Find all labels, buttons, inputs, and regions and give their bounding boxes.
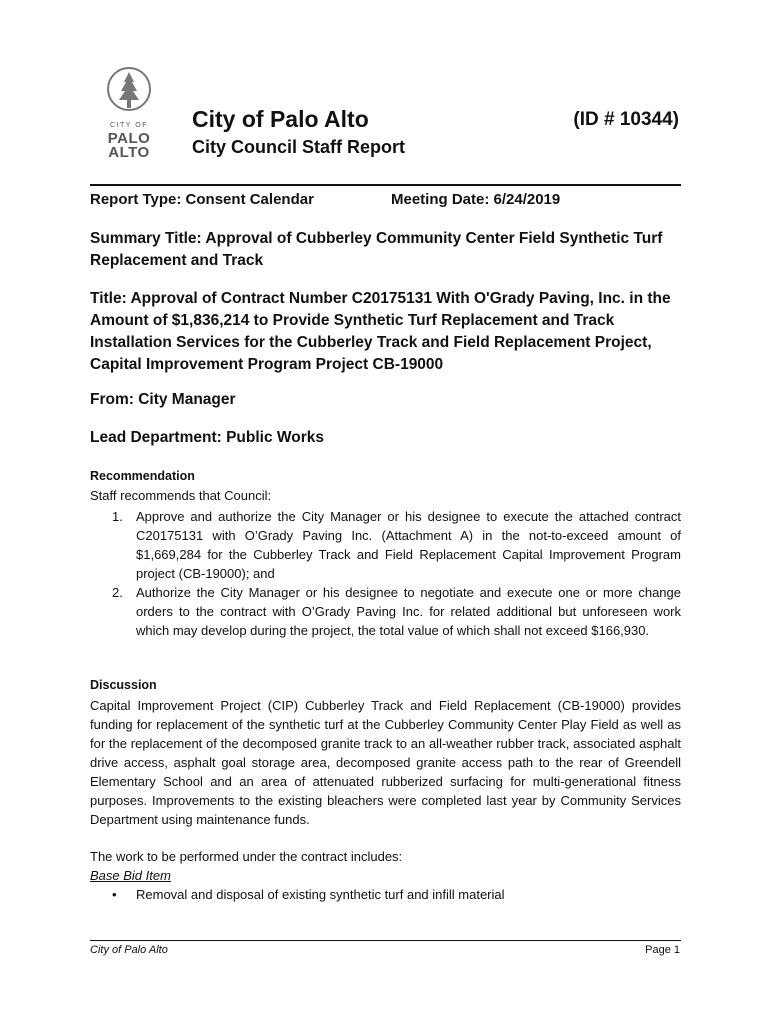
tree-seal-icon bbox=[106, 66, 152, 122]
page-title: City of Palo Alto bbox=[192, 106, 369, 132]
list-item-text: Authorize the City Manager or his designee to negotiate and execute one or more change orders to the contract with O’Grady Paving Inc. for related additional but unforeseen work which may develop during the project, the total value of which shall not exceed $166,930. bbox=[136, 585, 681, 638]
base-bid-heading: Base Bid Item bbox=[90, 868, 171, 883]
from-line: From: City Manager bbox=[90, 391, 236, 408]
logo-alto: ALTO bbox=[108, 144, 150, 161]
report-subtitle: City Council Staff Report bbox=[192, 137, 406, 157]
lead-department: Lead Department: Public Works bbox=[90, 429, 324, 446]
discussion-heading: Discussion bbox=[90, 678, 157, 692]
report-id: (ID # 10344) bbox=[573, 109, 679, 130]
list-item bbox=[90, 583, 681, 640]
report-title: Title: Approval of Contract Number C20175131 With O'Grady Paving, Inc. in the Amount of $1,836,214 to Provide Synthetic Turf Replacement and Track Installation Services for the Cubberley Track and Field Replacement Project, Capital Improvement Program Project CB-19000 bbox=[90, 290, 671, 373]
recommendation-intro: Staff recommends that Council: bbox=[90, 488, 272, 503]
logo-palo: PALO bbox=[107, 130, 151, 147]
list-item-text: Removal and disposal of existing synthetic turf and infill material bbox=[136, 887, 505, 902]
bullet-icon: • bbox=[112, 887, 117, 902]
list-item-number: 2. bbox=[112, 585, 123, 600]
report-type: Report Type: Consent Calendar bbox=[90, 191, 314, 208]
recommendation-heading: Recommendation bbox=[90, 469, 195, 483]
summary-title: Summary Title: Approval of Cubberley Community Center Field Synthetic Turf Replacement and Track bbox=[90, 230, 663, 269]
footer-divider bbox=[90, 940, 681, 941]
list-item-text: Approve and authorize the City Manager or his designee to execute the attached contract C20175131 with O’Grady Paving Inc. (Attachment A) in the not-to-exceed amount of $1,669,284 for the Cubberley Track and Field Replacement Capital Improvement Program project (CB-19000); and bbox=[136, 509, 681, 581]
footer-city: City of Palo Alto bbox=[90, 944, 168, 956]
city-seal-logo bbox=[106, 66, 152, 122]
header-divider bbox=[90, 184, 681, 186]
meeting-date: Meeting Date: 6/24/2019 bbox=[391, 191, 561, 208]
work-intro: The work to be performed under the contract includes: bbox=[90, 849, 403, 864]
recommendation-list bbox=[90, 507, 681, 640]
discussion-body: Capital Improvement Project (CIP) Cubberley Track and Field Replacement (CB-19000) provides funding for replacement of the synthetic turf at the Cubberley Community Center Play Field as well as for the replacement of the decomposed granite track to an all-weather rubber track, associated asphalt drive access, asphalt goal storage area, decomposed granite access path to the rear of Greendell Elementary School and an area of attenuated rubberized surfacing for multi-generational fitness purposes. Improvements to the existing bleachers were completed last year by Community Services Department using maintenance funds. bbox=[90, 698, 681, 827]
list-item bbox=[90, 507, 681, 583]
list-item-number: 1. bbox=[112, 509, 123, 524]
page-number: Page 1 bbox=[645, 944, 680, 956]
logo-city-of: CITY OF bbox=[110, 122, 148, 129]
